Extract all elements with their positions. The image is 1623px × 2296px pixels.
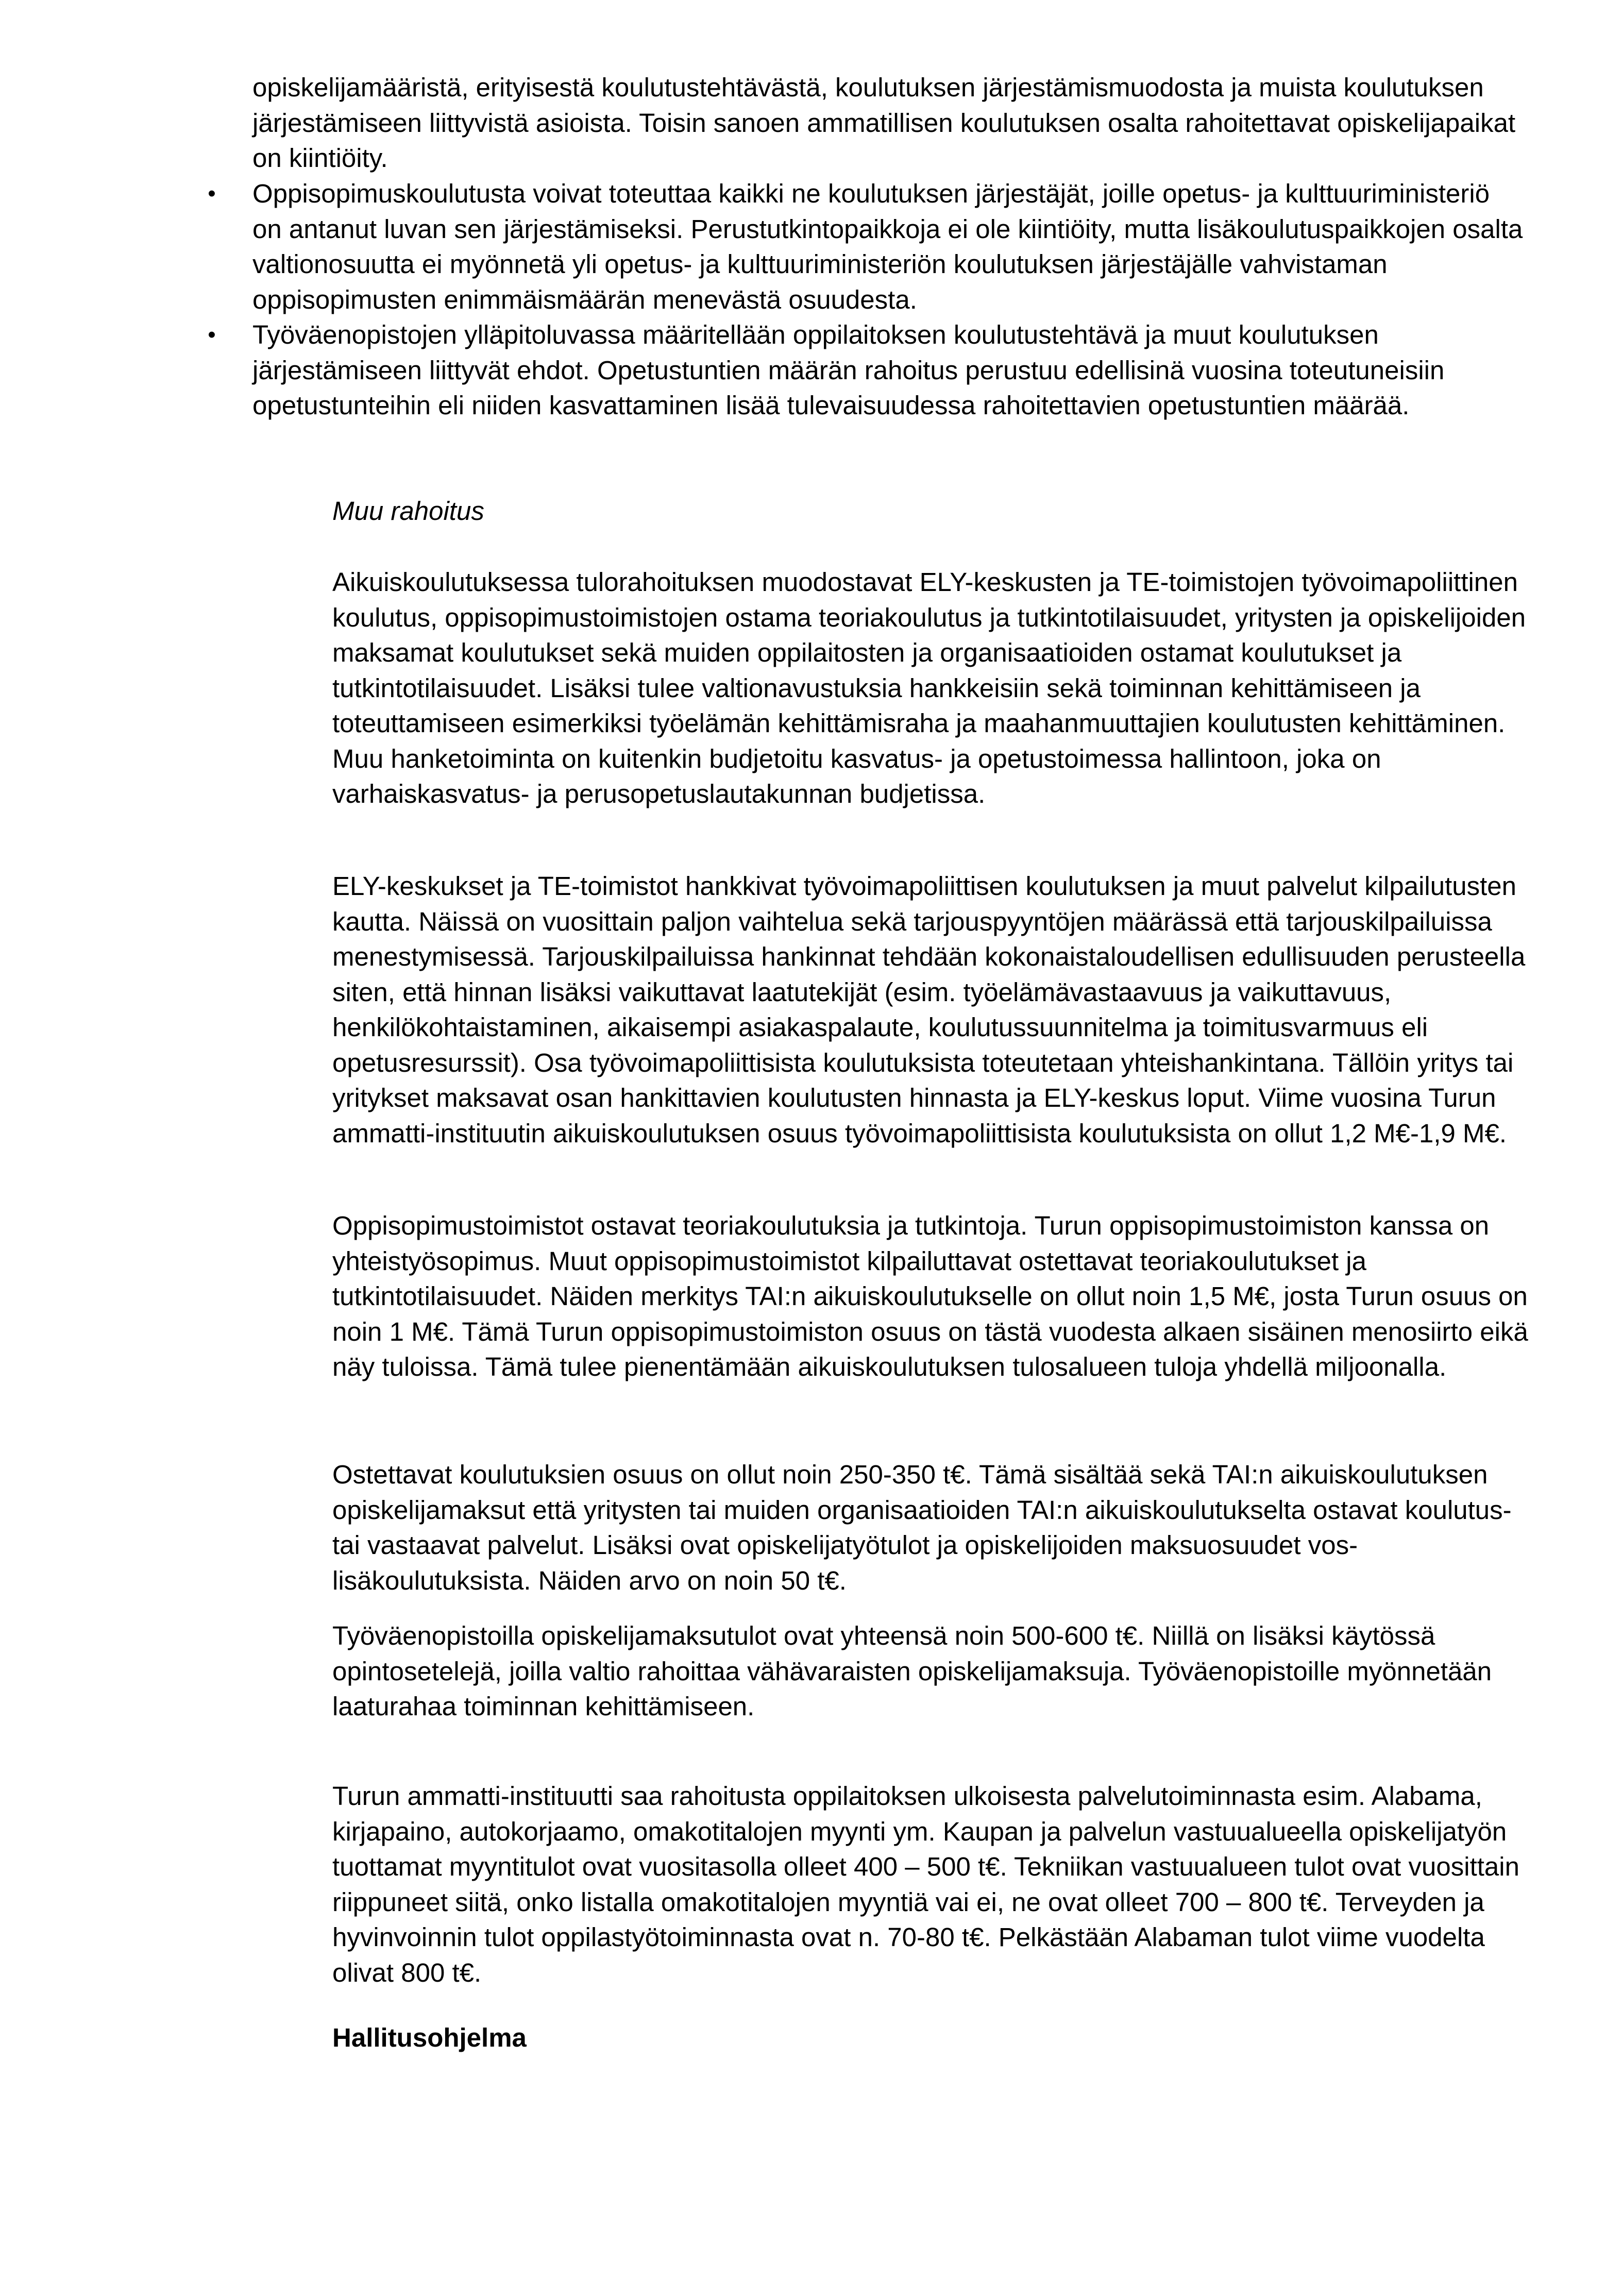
bullet-text: Työväenopistojen ylläpitoluvassa määritellään oppilaitoksen koulutustehtävä ja muut koulutuksen järjestämiseen liittyvät ehdot. Opetustuntien määrän rahoitus perustuu edellisinä vuosina toteutuneisiin opetustunteihin eli niiden kasvattaminen lisää tulevaisuudessa rahoitettavien opetustuntien määrää.: [252, 320, 1445, 420]
continuation-paragraph: opiskelijamääristä, erityisestä koulutustehtävästä, koulutuksen järjestämismuodosta ja muista koulutuksen järjestämiseen liittyvistä asioista. Toisin sanoen ammatillisen koulutuksen osalta rahoitettavat opiskelijapaikat on kiintiöity.: [252, 73, 1516, 173]
paragraph-tyovaenopistot: Työväenopistoilla opiskelijamaksutulot ovat yhteensä noin 500-600 t€. Niillä on lisäksi käytössä opintosetelejä, joilla valtio rahoittaa vähävaraisten opiskelijamaksuja. Työväenopistoille myönnetään laaturahaa toiminnan kehittämiseen.: [332, 1621, 1492, 1721]
bullet-text: Oppisopimuskoulutusta voivat toteuttaa kaikki ne koulutuksen järjestäjät, joille opetus- ja kulttuuriministeriö on antanut luvan sen järjestämiseksi. Perustutkintopaikkoja ei ole kiintiöity, mutta lisäkoulutuspaikkojen osalta valtionosuutta ei myönnetä yli opetus- ja kulttuuriministeriön koulutuksen järjestäjälle vahvistaman oppisopimusten enimmäismäärän menevästä osuudesta.: [252, 179, 1523, 314]
bullet-icon: •: [208, 322, 216, 347]
heading-hallitusohjelma: Hallitusohjelma: [332, 2023, 527, 2052]
section-title-muu-rahoitus: Muu rahoitus: [332, 496, 484, 526]
paragraph-aikuiskoulutus: Aikuiskoulutuksessa tulorahoituksen muodostavat ELY-keskusten ja TE-toimistojen työvoimapoliittinen koulutus, oppisopimustoimistojen ostama teoriakoulutus ja tutkintotilaisuudet, yritysten ja opiskelijoiden maksamat koulutukset sekä muiden oppilaitosten ja organisaatioiden ostamat koulutukset ja tutkintotilaisuudet. Lisäksi tulee valtionavustuksia hankkeisiin sekä toiminnan kehittämiseen ja toteuttamiseen esimerkiksi työelämän kehittämisraha ja maahanmuuttajien koulutusten kehittäminen. Muu hanketoiminta on kuitenkin budjetoitu kasvatus- ja opetustoimessa hallintoon, joka on varhaiskasvatus- ja perusopetuslautakunnan budjetissa.: [332, 567, 1526, 808]
paragraph-ostettavat-koulutukset: Ostettavat koulutuksien osuus on ollut noin 250-350 t€. Tämä sisältää sekä TAI:n aikuiskoulutuksen opiskelijamaksut että yritysten tai muiden organisaatioiden TAI:n aikuiskoulutukselta ostavat koulutus- tai vastaavat palvelut. Lisäksi ovat opiskelijatyötulot ja opiskelijoiden maksuosuudet vos-lisäkoulutuksista. Näiden arvo on noin 50 t€.: [332, 1460, 1512, 1595]
paragraph-oppisopimustoimistot: Oppisopimustoimistot ostavat teoriakoulutuksia ja tutkintoja. Turun oppisopimustoimiston kanssa on yhteistyösopimus. Muut oppisopimustoimistot kilpailuttavat ostettavat teoriakoulutukset ja tutkintotilaisuudet. Näiden merkitys TAI:n aikuiskoulutukselle on ollut noin 1,5 M€, josta Turun osuus on noin 1 M€. Tämä Turun oppisopimustoimiston osuus on tästä vuodesta alkaen sisäinen menosiirto eikä näy tuloissa. Tämä tulee pienentämään aikuiskoulutuksen tulosalueen tuloja yhdellä miljoonalla.: [332, 1211, 1528, 1381]
paragraph-ammatti-instituutti: Turun ammatti-instituutti saa rahoitusta oppilaitoksen ulkoisesta palvelutoiminnasta esim. Alabama, kirjapaino, autokorjaamo, omakotitalojen myynti ym. Kaupan ja palvelun vastuualueella opiskelijatyön tuottamat myyntitulot ovat vuositasolla olleet 400 – 500 t€. Tekniikan vastuualueen tulot ovat vuosittain riippuneet siitä, onko listalla omakotitalojen myyntiä vai ei, ne ovat olleet 700 – 800 t€. Terveyden ja hyvinvoinnin tulot oppilastyötoiminnasta ovat n. 70-80 t€. Pelkästään Alabaman tulot viime vuodelta olivat 800 t€.: [332, 1781, 1519, 1987]
bullet-item-oppisopimus: [208, 176, 1525, 317]
paragraph-ely-keskukset: ELY-keskukset ja TE-toimistot hankkivat työvoimapoliittisen koulutuksen ja muut palvelut kilpailutusten kautta. Näissä on vuosittain paljon vaihtelua sekä tarjouspyyntöjen määrässä että tarjouskilpailuissa menestymisessä. Tarjouskilpailuissa hankinnat tehdään kokonaistaloudellisen edullisuuden perusteella siten, että hinnan lisäksi vaikuttavat laatutekijät (esim. työelämävastaavuus ja vaikuttavuus, henkilökohtaistaminen, aikaisempi asiakaspalaute, koulutussuunnitelma ja toimitusvarmuus eli opetusresurssit). Osa työvoimapoliittisista koulutuksista toteutetaan yhteishankintana. Tällöin yritys tai yritykset maksavat osan hankittavien koulutusten hinnasta ja ELY-keskus loput. Viime vuosina Turun ammatti-instituutin aikuiskoulutuksen osuus työvoimapoliittisista koulutuksista on ollut 1,2 M€-1,9 M€.: [332, 871, 1526, 1148]
bullet-item-tyovaenopisto: [208, 317, 1525, 424]
bullet-icon: •: [208, 181, 216, 206]
